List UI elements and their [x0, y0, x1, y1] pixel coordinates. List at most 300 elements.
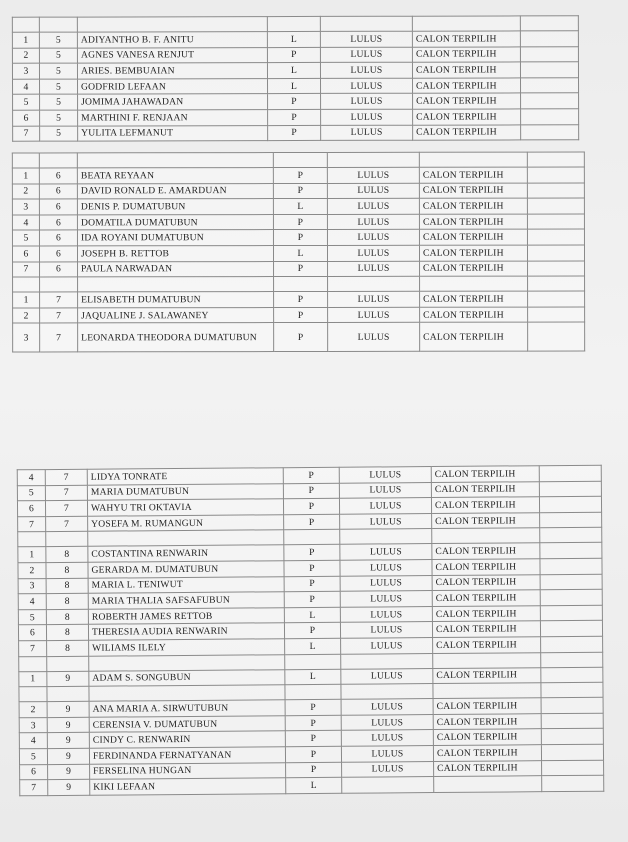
- candidate-name-cell: FERSELINA HUNGAN: [90, 762, 286, 779]
- empty-cell: [528, 291, 585, 307]
- result-cell: CALON TERPILIH: [420, 261, 528, 277]
- empty-cell: [527, 245, 584, 261]
- group-separator-row: [12, 152, 584, 168]
- row-number-cell: 7: [18, 516, 46, 532]
- result-cell: CALON TERPILIH: [412, 62, 520, 78]
- empty-cell: [419, 152, 527, 167]
- row-number-cell: 6: [12, 246, 39, 262]
- candidate-name-cell: ADIYANTHO B. F. ANITU: [77, 32, 267, 48]
- candidate-table-1: [12, 15, 579, 142]
- row-number-cell: 5: [19, 748, 47, 764]
- gender-cell: L: [267, 63, 320, 79]
- result-cell: [434, 776, 542, 792]
- candidate-name-cell: LIDYA TONRATE: [87, 468, 283, 485]
- status-cell: LULUS: [321, 125, 413, 141]
- status-cell: LULUS: [320, 31, 412, 47]
- status-cell: LULUS: [340, 544, 432, 560]
- group-number-cell: 7: [40, 323, 78, 352]
- empty-cell: [285, 654, 341, 669]
- group-number-cell: 5: [39, 48, 77, 64]
- status-cell: LULUS: [320, 47, 412, 63]
- table-row: [13, 93, 579, 110]
- empty-cell: [540, 528, 602, 543]
- group-number-cell: 6: [39, 199, 77, 215]
- candidate-name-cell: CINDY C. RENWARIN: [89, 731, 285, 748]
- table-row: [13, 109, 579, 126]
- gender-cell: L: [267, 31, 320, 47]
- result-cell: CALON TERPILIH: [413, 124, 521, 140]
- empty-cell: [433, 683, 541, 699]
- empty-cell: [540, 605, 602, 621]
- empty-cell: [527, 229, 584, 245]
- status-cell: LULUS: [327, 167, 419, 183]
- gender-cell: P: [274, 323, 328, 352]
- empty-cell: [40, 277, 78, 292]
- table-row: [12, 198, 584, 215]
- empty-cell: [520, 31, 578, 47]
- gender-cell: P: [283, 498, 339, 514]
- candidate-name-cell: WILIAMS ILELY: [89, 639, 285, 656]
- group-number-cell: 8: [46, 625, 88, 641]
- status-cell: LULUS: [340, 575, 432, 591]
- empty-cell: [285, 684, 341, 699]
- gender-cell: P: [274, 261, 328, 277]
- result-cell: CALON TERPILIH: [432, 543, 540, 559]
- group-number-cell: 5: [39, 32, 77, 48]
- empty-cell: [527, 183, 584, 199]
- empty-cell: [540, 574, 602, 590]
- group-number-cell: 5: [40, 79, 78, 95]
- candidate-name-cell: MARIA L. TENIWUT: [88, 576, 284, 593]
- empty-cell: [540, 543, 602, 559]
- row-number-cell: 2: [13, 308, 40, 324]
- empty-cell: [18, 532, 46, 547]
- table-row: [13, 78, 579, 95]
- empty-cell: [539, 481, 601, 497]
- empty-cell: [528, 322, 585, 351]
- group-number-cell: 7: [45, 500, 87, 516]
- empty-cell: [541, 682, 603, 697]
- empty-cell: [12, 17, 39, 32]
- candidate-name-cell: GERARDA M. DUMATUBUN: [88, 561, 284, 578]
- row-number-cell: 1: [12, 32, 39, 48]
- gender-cell: L: [284, 607, 340, 623]
- empty-cell: [328, 276, 420, 291]
- row-number-cell: 2: [19, 702, 47, 718]
- empty-cell: [521, 93, 579, 109]
- row-number-cell: 3: [12, 63, 39, 79]
- gender-cell: L: [273, 245, 327, 261]
- candidate-name-cell: KIKI LEFAAN: [90, 778, 286, 795]
- gender-cell: P: [283, 467, 339, 483]
- candidate-name-cell: DOMATILA DUMATUBUN: [77, 214, 273, 230]
- gender-cell: P: [273, 183, 327, 199]
- empty-cell: [46, 532, 88, 547]
- group-number-cell: 8: [46, 593, 88, 609]
- candidate-table-3: [17, 465, 605, 796]
- result-cell: CALON TERPILIH: [431, 497, 539, 513]
- gender-cell: P: [284, 560, 340, 576]
- empty-cell: [19, 656, 47, 671]
- table-row: [13, 291, 585, 308]
- candidate-name-cell: YOSEFA M. RUMANGUN: [88, 514, 284, 531]
- empty-cell: [341, 653, 433, 669]
- table-row: [13, 307, 585, 324]
- group-number-cell: 8: [46, 578, 88, 594]
- candidate-name-cell: IDA ROYANI DUMATUBUN: [77, 230, 273, 246]
- row-number-cell: 1: [18, 547, 46, 563]
- table-row: [12, 31, 578, 48]
- empty-cell: [341, 684, 433, 700]
- row-number-cell: 3: [19, 717, 47, 733]
- result-cell: CALON TERPILIH: [412, 47, 520, 63]
- result-cell: CALON TERPILIH: [412, 78, 520, 94]
- gender-cell: P: [274, 307, 328, 323]
- empty-cell: [542, 760, 604, 776]
- gender-cell: L: [267, 78, 320, 94]
- status-cell: LULUS: [339, 467, 431, 483]
- group-number-cell: 6: [39, 168, 77, 184]
- empty-cell: [78, 277, 274, 292]
- table-row: [12, 183, 584, 200]
- result-cell: CALON TERPILIH: [419, 229, 527, 245]
- result-cell: CALON TERPILIH: [419, 198, 527, 214]
- empty-cell: [420, 276, 528, 291]
- candidate-name-cell: ARIES. BEMBUAIAN: [77, 63, 267, 79]
- gender-cell: P: [284, 623, 340, 639]
- table-row: [12, 167, 584, 184]
- gender-cell: P: [285, 715, 341, 731]
- empty-cell: [12, 153, 39, 168]
- gender-cell: L: [273, 199, 327, 215]
- result-cell: CALON TERPILIH: [419, 245, 527, 261]
- group-number-cell: 6: [39, 215, 77, 231]
- group-number-cell: 6: [39, 183, 77, 199]
- group-number-cell: 5: [40, 94, 78, 110]
- empty-cell: [540, 512, 602, 528]
- result-cell: CALON TERPILIH: [432, 621, 540, 637]
- empty-cell: [320, 16, 412, 31]
- row-number-cell: 4: [19, 733, 47, 749]
- group-number-cell: 7: [46, 516, 88, 532]
- result-cell: CALON TERPILIH: [412, 31, 520, 47]
- result-cell: CALON TERPILIH: [431, 466, 539, 482]
- group-number-cell: 5: [40, 126, 78, 142]
- empty-cell: [273, 152, 327, 167]
- empty-cell: [527, 198, 584, 214]
- empty-cell: [39, 17, 77, 32]
- table-row: [12, 229, 584, 246]
- group-separator-row: [12, 16, 578, 32]
- candidate-name-cell: FERDINANDA FERNATYANAN: [89, 747, 285, 764]
- status-cell: [342, 777, 434, 793]
- status-cell: LULUS: [340, 560, 432, 576]
- row-number-cell: 2: [18, 563, 46, 579]
- group-number-cell: 5: [40, 110, 78, 126]
- empty-cell: [540, 589, 602, 605]
- empty-cell: [540, 558, 602, 574]
- row-number-cell: 3: [13, 323, 40, 352]
- row-number-cell: 5: [17, 485, 45, 501]
- empty-cell: [528, 307, 585, 323]
- candidate-name-cell: AGNES VANESA RENJUT: [77, 47, 267, 63]
- result-cell: CALON TERPILIH: [432, 605, 540, 621]
- table-row: [12, 62, 578, 79]
- row-number-cell: 5: [12, 230, 39, 246]
- empty-cell: [520, 16, 578, 31]
- empty-cell: [433, 652, 541, 668]
- status-cell: LULUS: [328, 307, 420, 323]
- status-cell: LULUS: [328, 261, 420, 277]
- row-number-cell: 3: [12, 199, 39, 215]
- result-cell: CALON TERPILIH: [413, 109, 521, 125]
- status-cell: LULUS: [339, 498, 431, 514]
- status-cell: LULUS: [327, 183, 419, 199]
- result-cell: CALON TERPILIH: [433, 713, 541, 729]
- group-number-cell: 8: [46, 562, 88, 578]
- empty-cell: [542, 775, 604, 791]
- gender-cell: P: [273, 167, 327, 183]
- result-cell: CALON TERPILIH: [433, 698, 541, 714]
- gender-cell: P: [284, 514, 340, 530]
- empty-cell: [47, 686, 89, 701]
- empty-cell: [521, 124, 579, 140]
- table-row: [12, 46, 578, 63]
- gender-cell: P: [285, 699, 341, 715]
- gender-cell: P: [274, 292, 328, 308]
- result-cell: CALON TERPILIH: [433, 637, 541, 653]
- status-cell: LULUS: [341, 699, 433, 715]
- row-number-cell: 5: [13, 95, 40, 111]
- row-number-cell: 4: [18, 594, 46, 610]
- row-number-cell: 2: [12, 184, 39, 200]
- empty-cell: [520, 78, 578, 94]
- table-row: [12, 214, 584, 231]
- empty-cell: [267, 16, 320, 31]
- status-cell: LULUS: [341, 730, 433, 746]
- group-number-cell: 7: [45, 485, 87, 501]
- group-number-cell: 8: [47, 640, 89, 656]
- group-number-cell: 7: [40, 292, 78, 308]
- status-cell: LULUS: [341, 714, 433, 730]
- empty-cell: [520, 46, 578, 62]
- status-cell: LULUS: [340, 513, 432, 529]
- row-number-cell: 6: [13, 110, 40, 126]
- result-cell: CALON TERPILIH: [433, 667, 541, 683]
- gender-cell: P: [284, 591, 340, 607]
- empty-cell: [520, 62, 578, 78]
- candidate-name-cell: ADAM S. SONGUBUN: [89, 669, 285, 686]
- row-number-cell: 5: [18, 609, 46, 625]
- gender-cell: P: [273, 214, 327, 230]
- status-cell: LULUS: [339, 482, 431, 498]
- empty-cell: [77, 17, 267, 32]
- empty-cell: [541, 636, 603, 652]
- candidate-name-cell: ROBERTH JAMES RETTOB: [88, 607, 284, 624]
- group-number-cell: 9: [47, 671, 89, 687]
- status-cell: LULUS: [327, 214, 419, 230]
- row-number-cell: 2: [12, 48, 39, 64]
- status-cell: LULUS: [320, 62, 412, 78]
- row-number-cell: 3: [18, 578, 46, 594]
- empty-cell: [541, 744, 603, 760]
- candidate-name-cell: ANA MARIA A. SIRWUTUBUN: [89, 700, 285, 717]
- empty-cell: [89, 654, 285, 671]
- empty-cell: [541, 729, 603, 745]
- result-cell: CALON TERPILIH: [420, 322, 528, 351]
- result-cell: CALON TERPILIH: [420, 291, 528, 307]
- candidate-table-2: [12, 152, 585, 353]
- status-cell: LULUS: [341, 668, 433, 684]
- row-number-cell: 6: [17, 501, 45, 517]
- empty-cell: [39, 153, 77, 168]
- gender-cell: P: [286, 762, 342, 778]
- status-cell: LULUS: [321, 109, 413, 125]
- status-cell: LULUS: [328, 323, 420, 352]
- gender-cell: P: [273, 230, 327, 246]
- gender-cell: P: [268, 125, 321, 141]
- empty-cell: [412, 16, 520, 31]
- row-number-cell: 1: [12, 168, 39, 184]
- empty-cell: [274, 277, 328, 292]
- empty-cell: [521, 109, 579, 125]
- group-number-cell: 7: [40, 308, 78, 324]
- status-cell: LULUS: [341, 637, 433, 653]
- empty-cell: [527, 167, 584, 183]
- status-cell: LULUS: [342, 761, 434, 777]
- group-number-cell: 9: [47, 701, 89, 717]
- status-cell: LULUS: [321, 94, 413, 110]
- gender-cell: P: [267, 47, 320, 63]
- row-number-cell: 1: [13, 292, 40, 308]
- group-number-cell: 6: [39, 246, 77, 262]
- status-cell: LULUS: [340, 591, 432, 607]
- result-cell: CALON TERPILIH: [413, 93, 521, 109]
- group-number-cell: 9: [47, 717, 89, 733]
- empty-cell: [541, 667, 603, 683]
- gender-cell: P: [284, 576, 340, 592]
- empty-cell: [528, 261, 585, 277]
- empty-cell: [284, 530, 340, 545]
- candidate-name-cell: MARTHINI F. RENJAAN: [78, 110, 268, 126]
- status-cell: LULUS: [340, 622, 432, 638]
- row-number-cell: 4: [13, 79, 40, 95]
- candidate-name-cell: WAHYU TRI OKTAVIA: [87, 499, 283, 516]
- empty-cell: [527, 152, 584, 167]
- result-cell: CALON TERPILIH: [419, 183, 527, 199]
- candidate-name-cell: JOMIMA JAHAWADAN: [78, 94, 268, 110]
- empty-cell: [47, 656, 89, 671]
- row-number-cell: 6: [18, 625, 46, 641]
- row-number-cell: 7: [13, 262, 40, 278]
- result-cell: CALON TERPILIH: [434, 760, 542, 776]
- group-number-cell: 6: [39, 230, 77, 246]
- table-row: [13, 261, 585, 278]
- table-row: [12, 245, 584, 262]
- candidate-name-cell: GODFRID LEFAAN: [77, 78, 267, 94]
- status-cell: LULUS: [327, 230, 419, 246]
- result-cell: CALON TERPILIH: [432, 512, 540, 528]
- gender-cell: P: [268, 94, 321, 110]
- candidate-name-cell: JOSEPH B. RETTOB: [77, 246, 273, 262]
- gender-cell: L: [285, 669, 341, 685]
- gender-cell: P: [284, 545, 340, 561]
- gender-cell: P: [268, 109, 321, 125]
- gender-cell: L: [285, 638, 341, 654]
- candidate-name-cell: THERESIA AUDIA RENWARIN: [88, 623, 284, 640]
- table-row: [20, 775, 604, 795]
- result-cell: CALON TERPILIH: [419, 214, 527, 230]
- empty-cell: [540, 621, 602, 637]
- status-cell: LULUS: [328, 291, 420, 307]
- gender-cell: P: [285, 746, 341, 762]
- candidate-name-cell: ELISABETH DUMATUBUN: [78, 292, 274, 308]
- empty-cell: [88, 530, 284, 547]
- empty-cell: [541, 713, 603, 729]
- table-row: [13, 322, 585, 352]
- candidate-name-cell: COSTANTINA RENWARIN: [88, 545, 284, 562]
- candidate-name-cell: CERENSIA V. DUMATUBUN: [89, 715, 285, 732]
- result-cell: CALON TERPILIH: [432, 574, 540, 590]
- group-separator-row: [13, 276, 585, 292]
- result-cell: CALON TERPILIH: [433, 745, 541, 761]
- group-number-cell: 9: [47, 748, 89, 764]
- result-cell: CALON TERPILIH: [432, 559, 540, 575]
- empty-cell: [541, 697, 603, 713]
- empty-cell: [527, 214, 584, 230]
- empty-cell: [327, 152, 419, 167]
- empty-cell: [541, 652, 603, 667]
- row-number-cell: 4: [17, 470, 45, 486]
- gender-cell: L: [286, 777, 342, 793]
- empty-cell: [340, 529, 432, 545]
- group-number-cell: 9: [47, 733, 89, 749]
- result-cell: CALON TERPILIH: [431, 481, 539, 497]
- empty-cell: [432, 528, 540, 544]
- row-number-cell: 7: [13, 126, 40, 142]
- candidate-name-cell: DAVID RONALD E. AMARDUAN: [77, 183, 273, 199]
- candidate-name-cell: PAULA NARWADAN: [78, 261, 274, 277]
- candidate-name-cell: MARIA THALIA SAFSAFUBUN: [88, 592, 284, 609]
- status-cell: LULUS: [341, 745, 433, 761]
- empty-cell: [77, 153, 273, 168]
- row-number-cell: 1: [19, 671, 47, 687]
- candidate-name-cell: MARIA DUMATUBUN: [87, 483, 283, 500]
- row-number-cell: 4: [12, 215, 39, 231]
- row-number-cell: 7: [19, 641, 47, 657]
- status-cell: LULUS: [340, 606, 432, 622]
- result-cell: CALON TERPILIH: [433, 729, 541, 745]
- candidate-name-cell: DENIS P. DUMATUBUN: [77, 199, 273, 215]
- empty-cell: [13, 277, 40, 292]
- table-row: [13, 124, 579, 141]
- candidate-name-cell: BEATA REYAAN: [77, 168, 273, 184]
- group-number-cell: 9: [48, 779, 90, 795]
- group-number-cell: 5: [39, 63, 77, 79]
- candidate-name-cell: LEONARDA THEODORA DUMATUBUN: [78, 323, 274, 352]
- candidate-name-cell: YULITA LEFMANUT: [78, 125, 268, 141]
- empty-cell: [19, 687, 47, 702]
- gender-cell: P: [285, 731, 341, 747]
- candidate-name-cell: JAQUALINE J. SALAWANEY: [78, 307, 274, 323]
- row-number-cell: 6: [20, 764, 48, 780]
- gender-cell: P: [283, 483, 339, 499]
- group-number-cell: 8: [46, 609, 88, 625]
- group-number-cell: 9: [48, 764, 90, 780]
- empty-cell: [539, 465, 601, 481]
- empty-cell: [539, 496, 601, 512]
- status-cell: LULUS: [320, 78, 412, 94]
